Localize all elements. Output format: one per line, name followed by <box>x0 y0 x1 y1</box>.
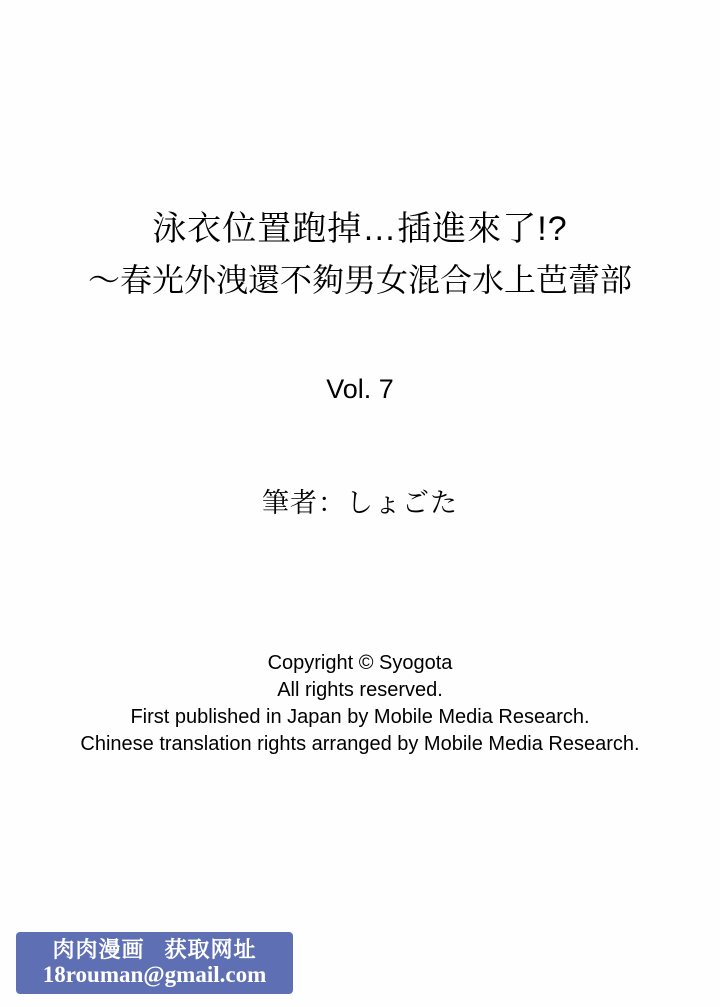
copyright-block <box>0 650 720 758</box>
watermark-site-name: 肉肉漫画 <box>52 937 145 963</box>
series-title <box>0 203 720 305</box>
copyright-holder-line: Copyright © Syogota <box>267 652 453 674</box>
watermark-email: 18rouman@gmail.com <box>42 962 267 988</box>
translation-rights-line: Chinese translation rights arranged by Mobile Media Research. <box>80 733 640 755</box>
rights-reserved-line: All rights reserved. <box>277 679 443 701</box>
series-subtitle-line2: ～春光外洩還不夠男女混合水上芭蕾部 <box>87 262 632 298</box>
watermark-badge <box>16 932 293 994</box>
author-credit: 筆者：しょごた <box>262 488 458 518</box>
first-published-line: First published in Japan by Mobile Media Research. <box>130 706 590 728</box>
watermark-site-tagline: 获取网址 <box>164 937 257 963</box>
volume-number: Vol. 7 <box>326 374 394 404</box>
series-title-line1: 泳衣位置跑掉…插進來了!? <box>152 210 568 248</box>
watermark-site-line <box>52 938 256 962</box>
